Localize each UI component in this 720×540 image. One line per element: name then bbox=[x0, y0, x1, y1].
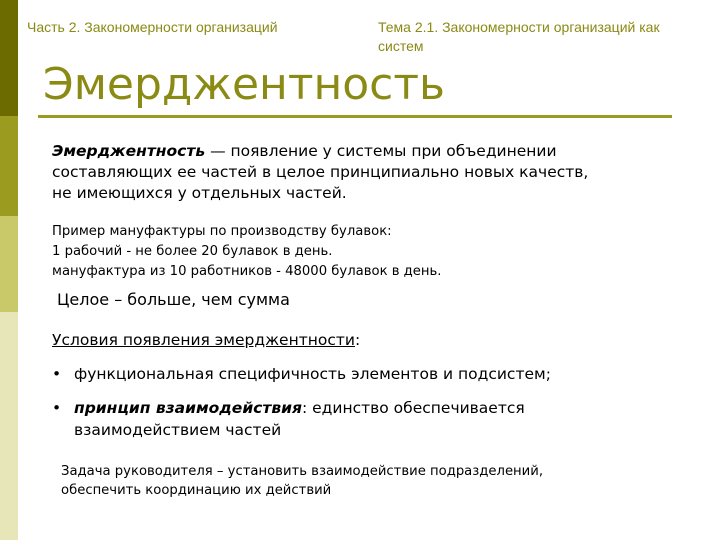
bullet-icon: • bbox=[52, 365, 62, 383]
definition-line-2: составляющих ее частей в целое принципиально новых качеств, bbox=[52, 163, 589, 181]
example-line-3: мануфактура из 10 работников - 48000 булавок в день. bbox=[52, 264, 442, 279]
condition-item-2-text: : единство обеспечивается bbox=[301, 399, 525, 417]
conditions-heading bbox=[52, 330, 360, 351]
conditions-heading-text: Условия появления эмерджентности bbox=[52, 331, 355, 349]
header-topic-line-2: систем bbox=[378, 38, 424, 54]
condition-item-2 bbox=[52, 397, 525, 419]
conditions-heading-colon: : bbox=[355, 331, 361, 349]
task-paragraph bbox=[61, 462, 543, 500]
side-strip-dark bbox=[0, 0, 18, 116]
condition-item-1-text: функциональная специфичность элементов и подсистем; bbox=[74, 365, 551, 383]
side-strip-mid bbox=[0, 116, 18, 216]
header-topic-label bbox=[378, 18, 708, 56]
whole-statement: Целое – больше, чем сумма bbox=[57, 290, 290, 309]
condition-item-2-term: принцип взаимодействия bbox=[74, 399, 302, 417]
condition-item-1 bbox=[52, 363, 551, 385]
example-line-2: 1 рабочий - не более 20 булавок в день. bbox=[52, 244, 333, 259]
definition-paragraph bbox=[52, 141, 588, 204]
page-title: Эмерджентность bbox=[43, 59, 445, 110]
definition-term: Эмерджентность bbox=[52, 142, 206, 160]
definition-line-3: не имеющихся у отдельных частей. bbox=[52, 184, 347, 202]
definition-line-1 bbox=[52, 141, 588, 162]
example-line-1: Пример мануфактуры по производству булавок: bbox=[52, 224, 392, 239]
task-line-2: обеспечить координацию их действий bbox=[61, 483, 332, 498]
definition-text-1: — появление у системы при объединении bbox=[205, 142, 557, 160]
task-line-1: Задача руководителя – установить взаимодействие подразделений, bbox=[61, 464, 544, 479]
side-strip-pale bbox=[0, 312, 18, 540]
header-section-label: Часть 2. Закономерности организаций bbox=[27, 19, 278, 35]
side-strip-light bbox=[0, 216, 18, 312]
title-underline bbox=[38, 115, 672, 118]
condition-item-2-continuation: взаимодействием частей bbox=[74, 421, 282, 439]
bullet-icon: • bbox=[52, 399, 62, 417]
header-topic-line-1: Тема 2.1. Закономерности организаций как bbox=[378, 19, 660, 35]
example-paragraph bbox=[52, 222, 442, 282]
